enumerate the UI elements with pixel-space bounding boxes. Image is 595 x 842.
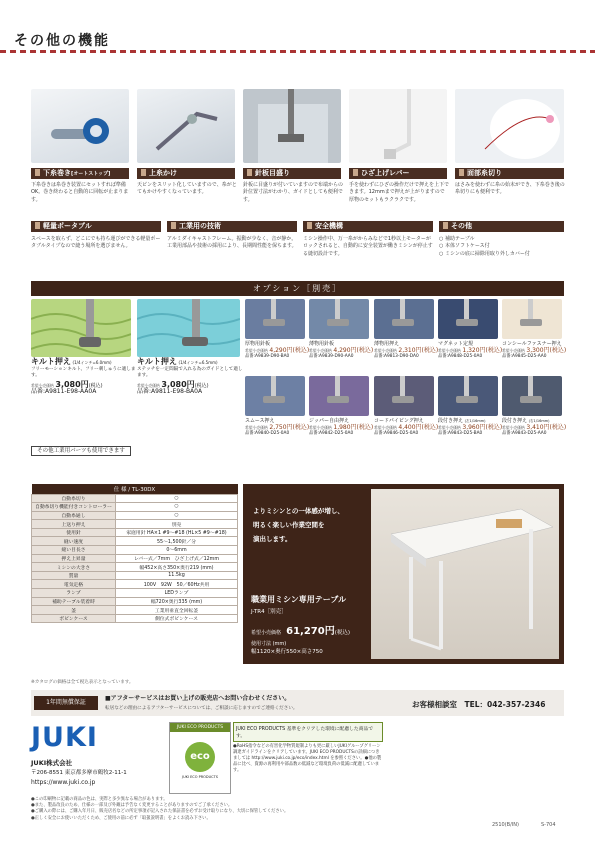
table-row — [32, 563, 238, 572]
eco-panel: JUKI ECO PRODUCTS eco JUKI ECO PRODUCTS — [169, 722, 231, 794]
print-code: 2510(B/IN) — [492, 822, 519, 828]
feature-desc: スペースを取らず、どこにでも持ち運びができる軽量ポータブルタイプなので縫う場所を選びません。 — [31, 236, 161, 250]
spec-key: 縫い目長さ — [32, 546, 116, 555]
option-item: マグネット定規 希望小売価格 1,320円(税込) 品番:A9848-D25-0A0 — [438, 341, 503, 359]
table-row — [32, 511, 238, 520]
spec-value: ○ — [116, 503, 238, 512]
feature-bobbin-winder-head: 下糸巻き[オートストップ] — [31, 168, 129, 179]
option-item: 薄物用押え 希望小売価格 2,310円(税込) 品番:A9813-D90-DA0 — [374, 341, 439, 359]
option-item: スムース押え 希望小売価格 2,750円(税込) 品番:A9840-D25-0A0 — [245, 418, 310, 436]
option-photo — [374, 299, 434, 339]
spec-value: LEDランプ — [116, 589, 238, 598]
option-item: コンシールファスナー押え 希望小売価格 3,300円(税込) 品番:A9845-D25-AA0 — [502, 341, 567, 359]
spec-value: ○ — [116, 494, 238, 503]
list-item: ○ 本体ソフトケース付 — [439, 243, 490, 250]
spec-key: ランプ — [32, 589, 116, 598]
bobbin-winder-photo — [31, 89, 129, 163]
table-row — [32, 528, 238, 537]
spec-value: ○ — [116, 511, 238, 520]
spec-key: 自動糸通し — [32, 511, 116, 520]
feature-knee-lifter-head: ひざ上げレバー — [349, 168, 447, 179]
spec-value: 別売 — [116, 520, 238, 529]
feature-other-list — [439, 236, 564, 258]
spec-key: 上送り押え — [32, 520, 116, 529]
option-photo — [309, 299, 369, 339]
feature-thread-cutter-head: 面部糸切り — [455, 168, 564, 179]
eco-head: JUKI ECO PRODUCTS 基準をクリアした環境に配慮した商品です。 — [233, 722, 383, 742]
spec-key: 釜 — [32, 606, 116, 615]
service-text: ■アフターサービスはお買い上げの販売店へお問い合わせください。 転居などの理由によるアフターサービスについては、ご相談に応じますのでご連絡ください。 — [105, 695, 298, 711]
stitch-divider — [0, 50, 595, 53]
spec-value: 100V 92W 50／60Hz共用 — [116, 580, 238, 589]
list-item: ○ 補助テーブル — [439, 236, 475, 242]
option-photo — [245, 376, 305, 416]
thread-take-up-photo — [137, 89, 235, 163]
feature-desc: 針板に目盛りが付いていますので布端からの針位置寸法がわかり、ガイドとしても便利です。 — [243, 182, 344, 203]
feature-other-head: その他 — [439, 221, 564, 232]
option-item: 厚物用針板 希望小売価格 4,290円(税込) 品番:A9839-D90-BA0 — [245, 341, 310, 359]
option-photo — [502, 299, 562, 339]
option-item: コードパイピング押え 希望小売価格 4,400円(税込) 品番:A9846-D25-0A0 — [374, 418, 439, 436]
table-row — [32, 597, 238, 606]
feature-safety-head: 安全機構 — [303, 221, 433, 232]
spec-value: 幅720×奥行335 (mm) — [116, 597, 238, 606]
thread-cutter-photo — [455, 89, 564, 163]
customer-support: お客様相談室 TEL：042-357-2346 — [412, 700, 546, 709]
juki-logo: JUKI — [31, 722, 98, 753]
table-row — [32, 503, 238, 512]
table-row — [32, 580, 238, 589]
option-quilt-guide-foot: キルト押え (1/4インチ=6.5mm) ステッチを一定間隔で入れる為のガイドとして適します。 希望小売価格 3,080円(税込) 品番:A9811-E98-BA0A — [137, 357, 243, 395]
table-product-info: 職業用ミシン専用テーブル J-TR4［別売］ 希望小売価格 61,270円(税込) 使用寸法 (mm) 幅1120×奥行550×高さ750 — [251, 595, 350, 655]
eco-body: ●RoHS指令などの有害化学物質規制よりも更に厳しいJUKIグループグリーン調達ガイドラインをクリアしています。JUKI ECO PRODUCTSの詳細につきましては http://www.juki.co.jp/eco/index.html を参照ください。●他の製品に比べ、資源の再利用や部品数の低減など環境負荷の低減に配慮しています。 — [233, 744, 382, 773]
option-quilt-foot: キルト押え (1/4インチ=6.0mm) フリーモーションキルト、フリー刺しゅうに適します。 希望小売価格 3,080円(税込) 品番:A9811-E98-AA0A — [31, 357, 136, 395]
option-photo — [309, 376, 369, 416]
feature-desc: アルミダイキャストフレーム。振動が少なく、音が静か。工業用部品や技術の採用により、長期間性能を保ちます。 — [167, 236, 297, 250]
spec-key: 使用針 — [32, 528, 116, 537]
knee-lifter-photo — [349, 89, 447, 163]
spec-key: 押え上昇量 — [32, 554, 116, 563]
quilt-foot-photo — [31, 299, 131, 357]
spec-key: 電気定格 — [32, 580, 116, 589]
spec-table — [31, 484, 238, 623]
spec-value: 幅452×高さ350×奥行219 (mm) — [116, 563, 238, 572]
option-item: 段付き押え (左1/16mm) 希望小売価格 3,960円(税込) 品番:A9843-D25-BA0 — [438, 418, 503, 436]
company-info: JUKI株式会社 〒206-8551 東京都多摩市鶴牧2-11-1 https://www.juki.co.jp — [31, 759, 127, 786]
spec-key: 自動糸切り機能付きコントローラー — [32, 503, 116, 512]
page-title: その他の機能 — [14, 33, 110, 49]
feature-desc: 天ビンをスリット化していますので、糸がとてもかけやすくなっています。 — [137, 182, 237, 196]
spec-key: ミシンの大きさ — [32, 563, 116, 572]
spec-value: 0〜6mm — [116, 546, 238, 555]
feature-needle-plate-head: 針板目盛り — [243, 168, 341, 179]
feature-portable-head: 軽量ポータブル — [31, 221, 161, 232]
feature-industrial-head: 工業用の技術 — [167, 221, 297, 232]
option-photo — [438, 299, 498, 339]
table-row — [32, 520, 238, 529]
quilt-guide-foot-photo — [137, 299, 240, 357]
option-item: 段付き押え (右1/16mm) 希望小売価格 3,410円(税込) 品番:A9843-D25-AA0 — [502, 418, 567, 436]
table-row — [32, 606, 238, 615]
table-row — [32, 546, 238, 555]
table-row — [32, 571, 238, 580]
spec-value: 家庭用針 HA×1 #9〜#18 (HL×5 #9〜#18) — [116, 528, 238, 537]
option-photo — [438, 376, 498, 416]
feature-desc: 下糸巻きは糸巻き装置にセットすれば準備OK。巻き終わると自動的に回転が止まります。 — [31, 182, 129, 203]
spec-value: レバー式／7mm ひざ上げ式／12mm — [116, 554, 238, 563]
option-photo — [245, 299, 305, 339]
list-item: ○ ミシンの底に掃除用取り外しカバー付 — [439, 250, 530, 257]
catalog-note: ※カタログの価格は全て税込表示となっています。 — [31, 680, 134, 685]
spec-value: 工業用垂直全回転釜 — [116, 606, 238, 615]
needle-plate-photo — [243, 89, 341, 163]
spec-key: 縫い速度 — [32, 537, 116, 546]
feature-threading-head: 上糸かけ — [137, 168, 235, 179]
table-row — [32, 537, 238, 546]
option-item: ジッパー自由押え 希望小売価格 1,980円(税込) 品番:A9842-D25-0A0 — [309, 418, 374, 436]
table-row — [32, 614, 238, 623]
table-promo — [243, 484, 564, 664]
table-photo — [371, 489, 559, 659]
option-photo — [502, 376, 562, 416]
spec-key: 補助テーブル装着時 — [32, 597, 116, 606]
eco-mark-icon: eco — [185, 742, 215, 772]
option-photo — [374, 376, 434, 416]
table-row — [32, 589, 238, 598]
spec-key: 自動糸切り — [32, 494, 116, 503]
feature-desc: 手を使わずにひざの操作だけで押えを上下できます。12mmまで押えが上がりますので厚物のセットもラクラクです。 — [349, 182, 450, 203]
spec-value: 側位式ボビンケース — [116, 614, 238, 623]
spec-key: ボビンケース — [32, 614, 116, 623]
feature-desc: はさみを使わずに糸の始末ができ、下糸巻き後の糸切りにも便利です。 — [455, 182, 565, 196]
options-title: オプション［別売］ — [31, 281, 564, 296]
spec-key: 質量 — [32, 571, 116, 580]
page-code: S-704 — [541, 822, 556, 828]
promo-copy: よりミシンとの一体感が増し、 明るく楽しい作業空間を 演出します。 — [253, 507, 344, 543]
option-item: 薄物用針板 希望小売価格 4,290円(税込) 品番:A9839-D90-AA0 — [309, 341, 374, 359]
spec-value: 55〜1,500針／分 — [116, 537, 238, 546]
disclaimers: ●この印刷物に記載の商品の色は、実際と多少異なる場合があります。 ●また、製品改良のため、仕様の一部及び外観は予告なく変更することがありますのでご了承ください。 ●ご購入の際には、ご購入年月日、販売店名などの所定事項が記入された保証書を必ずお受け取りになり、大切に保管してください。 ●正しく安全にお使いいただくため、ご使用の前に必ず「取扱説明書」をよくお読み下さい。 — [31, 797, 289, 821]
spec-value: 11.5kg — [116, 571, 238, 580]
spec-header: 仕 様 / TL-30DX — [32, 484, 238, 494]
table-row — [32, 554, 238, 563]
feature-desc: ミシン操作中、万一糸がからみなどで1秒以上モーターがロックされると、自動的に安全装置が働きミシンが停止する縫切設計です。 — [303, 236, 433, 257]
table-row — [32, 494, 238, 503]
warranty-badge: 1年間無償保証 — [34, 696, 98, 710]
industrial-parts-note: その他工業用パーツも使用できます — [31, 446, 131, 456]
